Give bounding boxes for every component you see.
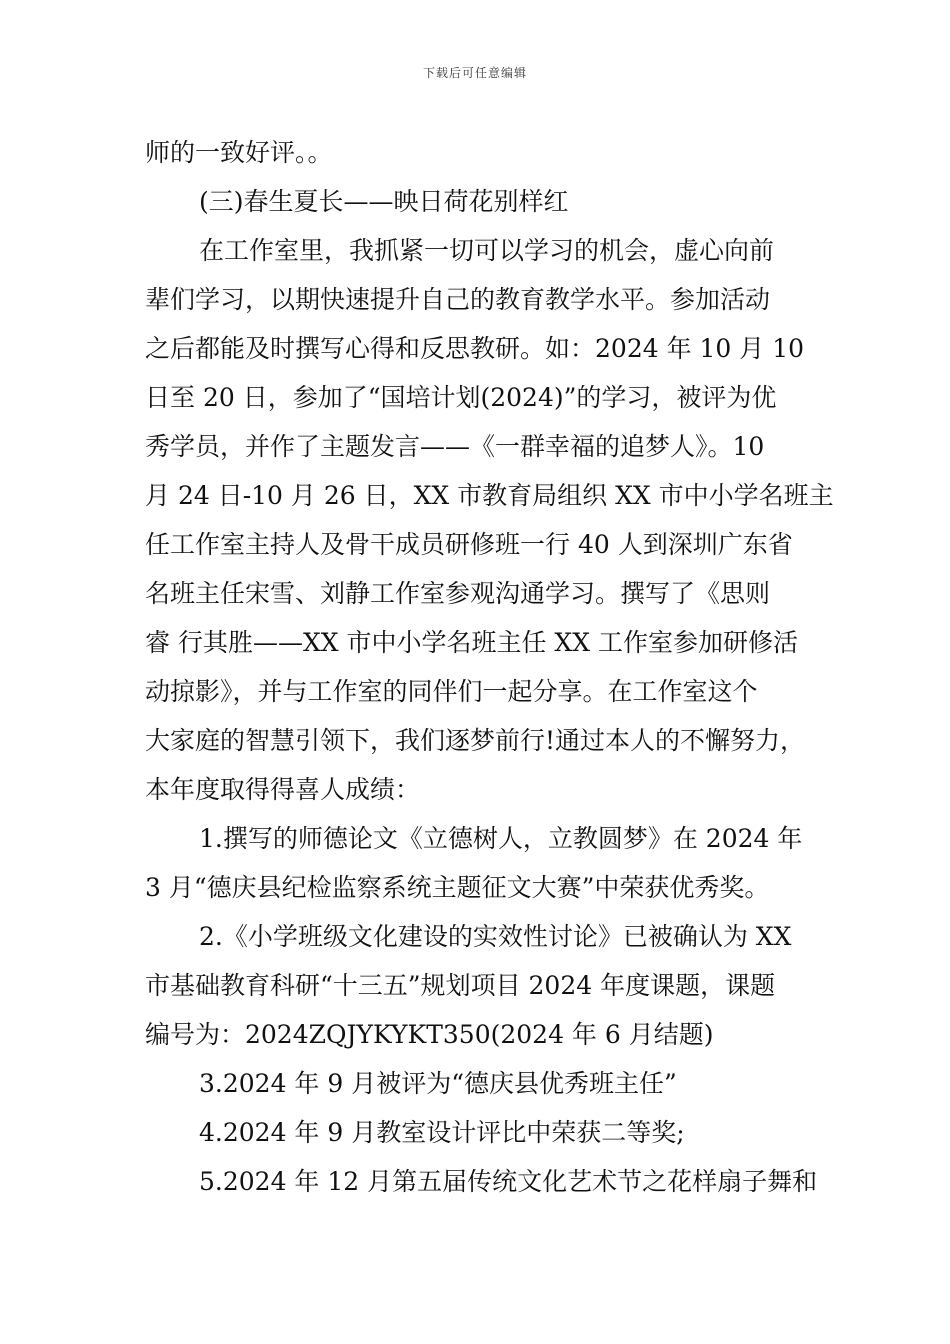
text-line: 之后都能及时撰写心得和反思教研。如：2024 年 10 月 10 [145, 334, 805, 363]
list-item: 3.2024 年 9 月被评为“德庆县优秀班主任” [199, 1069, 677, 1098]
text-line: 月 24 日-10 月 26 日，XX 市教育局组织 XX 市中小学名班主 [145, 481, 834, 510]
document-body [145, 128, 834, 1206]
text-line: 名班主任宋雪、刘静工作室参观沟通学习。撰写了《思则 [145, 579, 771, 608]
page-header: 下载后可任意编辑 [422, 66, 527, 80]
text-line: 编号为：2024ZQJYKYKT350(2024 年 6 月结题) [145, 1020, 714, 1049]
text-line: 在工作室里，我抓紧一切可以学习的机会，虚心向前 [199, 236, 775, 265]
text-line: 师的一致好评。。 [145, 138, 333, 167]
section-heading: (三)春生夏长——映日荷花别样红 [199, 187, 569, 216]
text-line: 日至 20 日，参加了“国培计划(2024)”的学习，被评为优 [145, 383, 777, 412]
text-line: 睿 行其胜——XX 市中小学名班主任 XX 工作室参加研修活 [145, 628, 798, 657]
list-item: 1.撰写的师德论文《立德树人，立教圆梦》在 2024 年 [199, 824, 803, 853]
text-line: 市基础教育科研“十三五”规划项目 2024 年度课题，课题 [145, 971, 776, 1000]
list-item: 2.《小学班级文化建设的实效性讨论》已被确认为 XX [199, 922, 792, 951]
list-item: 5.2024 年 12 月第五届传统文化艺术节之花样扇子舞和 [199, 1167, 818, 1196]
text-line: 本年度取得得喜人成绩： [145, 775, 421, 804]
text-line: 秀学员，并作了主题发言——《一群幸福的追梦人》。10 [145, 432, 765, 461]
text-line: 动掠影》，并与工作室的同伴们一起分享。在工作室这个 [145, 677, 758, 706]
text-line: 辈们学习，以期快速提升自己的教育教学水平。参加活动 [145, 285, 771, 314]
text-line: 3 月“德庆县纪检监察系统主题征文大赛”中荣获优秀奖。 [145, 873, 770, 902]
list-item: 4.2024 年 9 月教室设计评比中荣获二等奖; [199, 1118, 685, 1147]
text-line: 大家庭的智慧引领下，我们逐梦前行!通过本人的不懈努力， [145, 726, 806, 755]
text-line: 任工作室主持人及骨干成员研修班一行 40 人到深圳广东省 [145, 530, 793, 559]
